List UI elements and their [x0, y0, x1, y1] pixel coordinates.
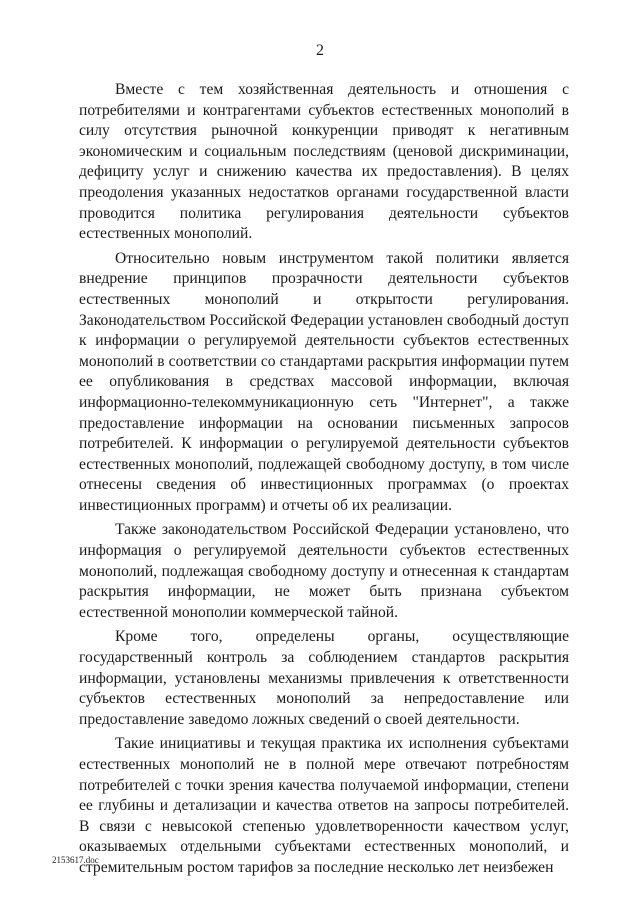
footer-filename: 2153617.doc	[52, 855, 99, 865]
paragraph: Кроме того, определены органы, осуществляющие государственный контроль за соблюдением стандартов раскрытия информации, установлены механизмы привлечения к ответственности субъектов естественных монополий за непредоставление или предоставление заведомо ложных сведений о своей деятельности.	[79, 628, 569, 728]
paragraph: Также законодательством Российской Федерации установлено, что информация о регулируемой деятельности субъектов естественных монополий, подлежащая свободному доступу и отнесенная к стандартам раскрытия информации, не может быть признана субъектом естественной монополии коммерческой тайной.	[79, 521, 569, 621]
paragraph: Такие инициативы и текущая практика их исполнения субъектами естественных монополий не в полной мере отвечают потребностям потребителей с точки зрения качества получаемой информации, степени ее глубины и детализации и качества ответов на запросы потребителей. В связи с невысокой степенью удовлетворенности качеством услуг, оказываемых отдельными субъектами естественных монополий, и стремительным ростом тарифов за последние несколько лет неизбежен	[79, 735, 569, 876]
body-text	[79, 80, 569, 883]
paragraph: Вместе с тем хозяйственная деятельность и отношения с потребителями и контрагентами субъектов естественных монополий в силу отсутствия рыночной конкуренции приводят к негативным экономическим и социальным последствиям (ценовой дискриминации, дефициту услуг и снижению качества их предоставления). В целях преодоления указанных недостатков органами государственной власти проводится политика регулирования деятельности субъектов естественных монополий.	[79, 81, 569, 243]
page-number: 2	[316, 42, 324, 59]
paragraph: Относительно новым инструментом такой политики является внедрение принципов прозрачности деятельности субъектов естественных монополий и открытости регулирования. Законодательством Российской Федерации установлен свободный доступ к информации о регулируемой деятельности субъектов естественных монополий в соответствии со стандартами раскрытия информации путем ее опубликования в средствах массовой информации, включая информационно-телекоммуникационную сеть "Интернет", а также предоставление информации на основании письменных запросов потребителей. К информации о регулируемой деятельности субъектов естественных монополий, подлежащей свободному доступу, в том числе отнесены сведения об инвестиционных программах (о проектах инвестиционных программ) и отчеты об их реализации.	[79, 249, 569, 514]
